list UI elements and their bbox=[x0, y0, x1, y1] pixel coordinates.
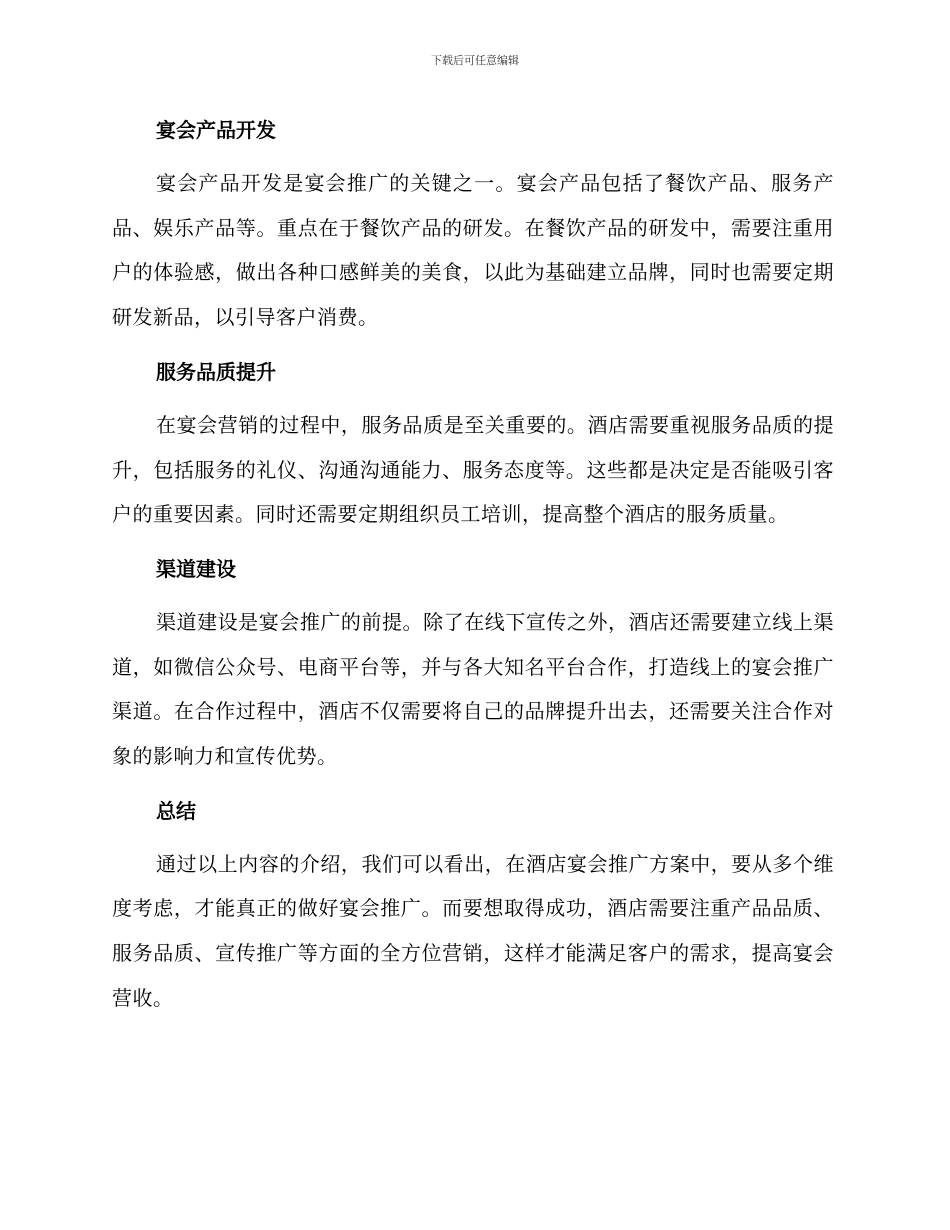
section-summary bbox=[112, 793, 834, 1021]
document-body bbox=[112, 112, 834, 1021]
section-heading: 服务品质提升 bbox=[156, 359, 276, 384]
page-header-note: 下载后可任意编辑 bbox=[431, 54, 519, 67]
section-service-quality bbox=[112, 354, 834, 537]
section-paragraph: 在宴会营销的过程中，服务品质是至关重要的。酒店需要重视服务品质的提升，包括服务的礼仪、沟通沟通能力、服务态度等。这些都是决定是否能吸引客户的重要因素。同时还需要定期组织员工培训，提高整个酒店的服务质量。 bbox=[112, 412, 834, 527]
section-channel-building bbox=[112, 551, 834, 779]
section-heading: 渠道建设 bbox=[156, 556, 236, 581]
section-paragraph: 渠道建设是宴会推广的前提。除了在线下宣传之外，酒店还需要建立线上渠道，如微信公众号、电商平台等，并与各大知名平台合作，打造线上的宴会推广渠道。在合作过程中，酒店不仅需要将自己的品牌提升出去，还需要关注合作对象的影响力和宣传优势。 bbox=[112, 609, 834, 769]
section-paragraph: 通过以上内容的介绍，我们可以看出，在酒店宴会推广方案中，要从多个维度考虑，才能真正的做好宴会推广。而要想取得成功，酒店需要注重产品品质、服务品质、宣传推广等方面的全方位营销，这样才能满足客户的需求，提高宴会营收。 bbox=[112, 851, 834, 1010]
section-heading: 总结 bbox=[156, 798, 196, 823]
section-paragraph: 宴会产品开发是宴会推广的关键之一。宴会产品包括了餐饮产品、服务产品、娱乐产品等。重点在于餐饮产品的研发。在餐饮产品的研发中，需要注重用户的体验感，做出各种口感鲜美的美食，以此为基础建立品牌，同时也需要定期研发新品，以引导客户消费。 bbox=[112, 171, 834, 330]
section-product-development bbox=[112, 112, 834, 340]
section-heading: 宴会产品开发 bbox=[156, 118, 276, 142]
